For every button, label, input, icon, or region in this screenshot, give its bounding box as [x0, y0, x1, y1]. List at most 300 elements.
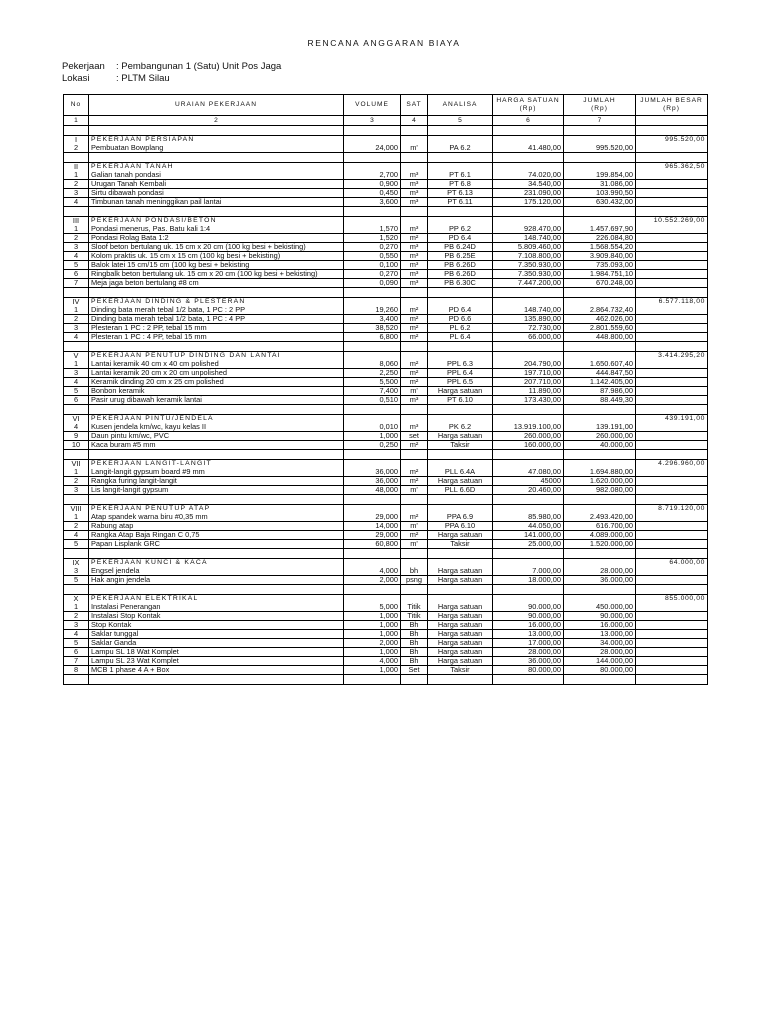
item-no: 3	[64, 243, 89, 252]
item-no: 5	[64, 576, 89, 585]
item-amount: 995.520,00	[564, 144, 636, 153]
item-amount: 450.000,00	[564, 603, 636, 612]
item-unit: Titik	[401, 612, 428, 621]
section-row	[64, 217, 708, 226]
item-description: Lis langit-langit gypsum	[89, 486, 344, 495]
empty-cell	[636, 486, 708, 495]
spacer-row	[64, 405, 708, 415]
empty-cell	[344, 288, 401, 298]
item-description: Kaca buram #5 mm	[89, 441, 344, 450]
item-analysis: PLL 6.4A	[428, 468, 493, 477]
item-amount: 144.000,00	[564, 657, 636, 666]
budget-table	[63, 94, 708, 685]
item-unit: m²	[401, 441, 428, 450]
empty-cell	[64, 126, 89, 136]
empty-cell	[64, 495, 89, 505]
item-unit-price: 34.540,00	[493, 180, 564, 189]
item-analysis: PPL 6.5	[428, 378, 493, 387]
item-unit-price: 44.050,00	[493, 522, 564, 531]
item-amount: 103.990,50	[564, 189, 636, 198]
item-description: Bonbon keramik	[89, 387, 344, 396]
empty-cell	[636, 378, 708, 387]
item-unit: m³	[401, 396, 428, 405]
empty-cell	[636, 477, 708, 486]
item-no: 7	[64, 279, 89, 288]
item-analysis: Harga satuan	[428, 621, 493, 630]
item-volume: 5,500	[344, 378, 401, 387]
item-unit-price: 7.350.930,00	[493, 270, 564, 279]
item-no: 4	[64, 198, 89, 207]
empty-cell	[636, 279, 708, 288]
table-row	[64, 378, 708, 387]
section-no: VII	[64, 460, 89, 469]
item-no: 7	[64, 657, 89, 666]
empty-cell	[344, 405, 401, 415]
table-row	[64, 576, 708, 585]
item-description: Lantai keramik 40 cm x 40 cm polished	[89, 360, 344, 369]
item-volume: 24,000	[344, 144, 401, 153]
col-jumlah-besar-unit: (Rp)	[663, 105, 680, 112]
item-analysis: PT 6.8	[428, 180, 493, 189]
item-unit-price: 204.790,00	[493, 360, 564, 369]
empty-cell	[636, 288, 708, 298]
section-total: 10.552.269,00	[636, 217, 708, 226]
empty-cell	[64, 585, 89, 595]
item-description: Urugan Tanah Kembali	[89, 180, 344, 189]
item-amount: 28.000,00	[564, 567, 636, 576]
item-unit: m²	[401, 513, 428, 522]
item-analysis: Harga satuan	[428, 576, 493, 585]
item-analysis: PB 6.25E	[428, 252, 493, 261]
table-row	[64, 369, 708, 378]
item-unit-price: 160.000,00	[493, 441, 564, 450]
empty-cell	[493, 207, 564, 217]
item-description: Rangka furing langit-langit	[89, 477, 344, 486]
empty-cell	[636, 621, 708, 630]
section-no: III	[64, 217, 89, 226]
empty-cell	[89, 450, 344, 460]
empty-cell	[493, 675, 564, 685]
item-volume: 1,000	[344, 666, 401, 675]
empty-cell	[493, 559, 564, 568]
empty-cell	[64, 342, 89, 352]
item-unit-price: 7.350.930,00	[493, 261, 564, 270]
empty-cell	[401, 298, 428, 307]
item-unit: m³	[401, 279, 428, 288]
table-row	[64, 270, 708, 279]
empty-cell	[428, 207, 493, 217]
item-amount: 1.984.751,10	[564, 270, 636, 279]
item-description: Keramik dinding 20 cm x 25 cm polished	[89, 378, 344, 387]
item-unit: m'	[401, 144, 428, 153]
section-name: PEKERJAAN PENUTUP DINDING DAN LANTAI	[89, 352, 344, 361]
table-row	[64, 486, 708, 495]
item-unit: m²	[401, 360, 428, 369]
section-no: VI	[64, 415, 89, 424]
item-unit-price: 45000	[493, 477, 564, 486]
table-row	[64, 261, 708, 270]
empty-cell	[344, 207, 401, 217]
empty-cell	[428, 136, 493, 145]
table-row	[64, 666, 708, 675]
table-row	[64, 180, 708, 189]
project-line	[62, 61, 281, 72]
item-unit: Bh	[401, 657, 428, 666]
section-no: II	[64, 163, 89, 172]
item-volume: 29,000	[344, 513, 401, 522]
spacer-row	[64, 585, 708, 595]
empty-cell	[564, 126, 636, 136]
item-analysis: PA 6.2	[428, 144, 493, 153]
empty-cell	[428, 549, 493, 559]
empty-cell	[636, 549, 708, 559]
item-description: Timbunan tanah meninggikan pail lantai	[89, 198, 344, 207]
item-amount: 90.000,00	[564, 612, 636, 621]
empty-cell	[428, 153, 493, 163]
item-unit-price: 135.890,00	[493, 315, 564, 324]
table-row	[64, 144, 708, 153]
empty-cell	[344, 675, 401, 685]
header-row	[64, 95, 708, 116]
empty-cell	[89, 549, 344, 559]
empty-cell	[636, 369, 708, 378]
item-volume: 4,000	[344, 567, 401, 576]
item-description: Ringbalk beton bertulang uk. 15 cm x 20 cm (100 kg besi + bekisting)	[89, 270, 344, 279]
table-row	[64, 657, 708, 666]
empty-cell	[428, 298, 493, 307]
item-no: 8	[64, 666, 89, 675]
item-volume: 36,000	[344, 477, 401, 486]
item-unit-price: 18.000,00	[493, 576, 564, 585]
empty-cell	[401, 415, 428, 424]
item-volume: 2,700	[344, 171, 401, 180]
empty-cell	[401, 495, 428, 505]
item-volume: 0,510	[344, 396, 401, 405]
item-unit-price: 41.480,00	[493, 144, 564, 153]
empty-cell	[89, 126, 344, 136]
item-unit: m³	[401, 252, 428, 261]
empty-cell	[428, 217, 493, 226]
empty-cell	[636, 387, 708, 396]
table-row	[64, 531, 708, 540]
table-row	[64, 234, 708, 243]
spacer-row	[64, 450, 708, 460]
item-no: 2	[64, 477, 89, 486]
col-jumlah-title: JUMLAH	[583, 97, 616, 104]
item-no: 3	[64, 621, 89, 630]
section-total: 3.414.295,20	[636, 352, 708, 361]
item-volume: 48,000	[344, 486, 401, 495]
item-unit-price: 231.090,00	[493, 189, 564, 198]
section-name: PEKERJAAN TANAH	[89, 163, 344, 172]
item-volume: 1,520	[344, 234, 401, 243]
item-analysis: PB 6.30C	[428, 279, 493, 288]
table-row	[64, 630, 708, 639]
empty-cell	[428, 460, 493, 469]
item-volume: 0,090	[344, 279, 401, 288]
item-unit-price: 74.020,00	[493, 171, 564, 180]
item-analysis: PB 6.24D	[428, 243, 493, 252]
col-analisa-header: ANALISA	[428, 95, 493, 116]
section-no: IV	[64, 298, 89, 307]
location-line	[62, 73, 170, 84]
table-row	[64, 603, 708, 612]
item-unit: m³	[401, 423, 428, 432]
item-unit: Titik	[401, 603, 428, 612]
item-unit: Bh	[401, 621, 428, 630]
empty-cell	[564, 549, 636, 559]
empty-cell	[564, 288, 636, 298]
item-amount: 2.864.732,40	[564, 306, 636, 315]
empty-cell	[401, 460, 428, 469]
item-volume: 14,000	[344, 522, 401, 531]
item-unit-price: 260.000,00	[493, 432, 564, 441]
spacer-row	[64, 288, 708, 298]
item-no: 5	[64, 387, 89, 396]
empty-cell	[564, 585, 636, 595]
item-description: MCB 1 phase 4 A + Box	[89, 666, 344, 675]
project-label: Pekerjaan	[62, 61, 105, 72]
item-analysis: Harga satuan	[428, 531, 493, 540]
item-unit: m'	[401, 486, 428, 495]
table-row	[64, 360, 708, 369]
item-unit: Bh	[401, 648, 428, 657]
empty-cell	[344, 460, 401, 469]
section-row	[64, 415, 708, 424]
item-analysis: PD 6.4	[428, 234, 493, 243]
item-unit: m'	[401, 540, 428, 549]
item-volume: 0,450	[344, 189, 401, 198]
item-unit: set	[401, 432, 428, 441]
empty-cell	[344, 342, 401, 352]
item-unit-price: 141.000,00	[493, 531, 564, 540]
table-row	[64, 540, 708, 549]
empty-cell	[636, 198, 708, 207]
section-row	[64, 136, 708, 145]
item-description: Galian tanah pondasi	[89, 171, 344, 180]
col-uraian-header: URAIAN PEKERJAAN	[89, 95, 344, 116]
empty-cell	[636, 522, 708, 531]
empty-cell	[428, 352, 493, 361]
item-no: 2	[64, 612, 89, 621]
item-volume: 1,000	[344, 648, 401, 657]
item-analysis: Harga satuan	[428, 639, 493, 648]
empty-cell	[636, 468, 708, 477]
empty-cell	[344, 298, 401, 307]
empty-cell	[401, 163, 428, 172]
empty-cell	[64, 207, 89, 217]
spacer-row	[64, 495, 708, 505]
item-analysis: PPA 6.10	[428, 522, 493, 531]
item-unit-price: 47.080,00	[493, 468, 564, 477]
item-volume: 1,000	[344, 432, 401, 441]
empty-cell	[428, 126, 493, 136]
item-unit: m²	[401, 468, 428, 477]
item-description: Pondasi menerus, Pas. Batu kali 1:4	[89, 225, 344, 234]
item-amount: 80.000,00	[564, 666, 636, 675]
section-name: PEKERJAAN PERSIAPAN	[89, 136, 344, 145]
item-unit-price: 148.740,00	[493, 306, 564, 315]
item-analysis: PT 6.10	[428, 396, 493, 405]
item-unit: m³	[401, 180, 428, 189]
item-unit-price: 5.809.460,00	[493, 243, 564, 252]
empty-cell	[636, 675, 708, 685]
empty-cell	[493, 450, 564, 460]
item-analysis: Harga satuan	[428, 612, 493, 621]
item-volume: 1,570	[344, 225, 401, 234]
spacer-row	[64, 153, 708, 163]
empty-cell	[493, 298, 564, 307]
empty-cell	[401, 595, 428, 604]
item-no: 6	[64, 270, 89, 279]
empty-cell	[636, 270, 708, 279]
section-name: PEKERJAAN PONDASI/BETON	[89, 217, 344, 226]
item-no: 3	[64, 369, 89, 378]
empty-cell	[64, 675, 89, 685]
item-description: Papan Lisplank GRC	[89, 540, 344, 549]
empty-cell	[636, 657, 708, 666]
item-description: Plesteran 1 PC : 2 PP, tebal 15 mm	[89, 324, 344, 333]
empty-cell	[564, 405, 636, 415]
empty-cell	[636, 540, 708, 549]
empty-cell	[344, 163, 401, 172]
empty-cell	[64, 549, 89, 559]
section-name: PEKERJAAN DINDING & PLESTERAN	[89, 298, 344, 307]
item-volume: 0,100	[344, 261, 401, 270]
item-volume: 7,400	[344, 387, 401, 396]
item-analysis: PB 6.26D	[428, 270, 493, 279]
item-unit: Bh	[401, 630, 428, 639]
item-unit-price: 72.730,00	[493, 324, 564, 333]
item-description: Stop Kontak	[89, 621, 344, 630]
empty-cell	[636, 207, 708, 217]
item-description: Sloof beton bertulang uk. 15 cm x 20 cm (100 kg besi + bekisting)	[89, 243, 344, 252]
table-row	[64, 387, 708, 396]
col-harga-title: HARGA SATUAN	[496, 97, 560, 104]
item-unit: bh	[401, 567, 428, 576]
empty-cell	[636, 252, 708, 261]
empty-cell	[428, 585, 493, 595]
section-total: 439.191,00	[636, 415, 708, 424]
spacer-row	[64, 342, 708, 352]
table-row	[64, 396, 708, 405]
table-row	[64, 189, 708, 198]
col-jumlah-header	[564, 95, 636, 116]
empty-cell	[344, 595, 401, 604]
item-analysis: Harga satuan	[428, 567, 493, 576]
item-description: Rangka Atap Baja Ringan C 0,75	[89, 531, 344, 540]
empty-cell	[564, 595, 636, 604]
item-no: 2	[64, 315, 89, 324]
item-amount: 31.086,00	[564, 180, 636, 189]
empty-cell	[344, 136, 401, 145]
empty-cell	[89, 675, 344, 685]
item-unit: m'	[401, 387, 428, 396]
section-total: 965.362,50	[636, 163, 708, 172]
item-analysis: Taksir	[428, 441, 493, 450]
col-jumlah-unit: (Rp)	[591, 105, 608, 112]
empty-cell	[344, 549, 401, 559]
item-amount: 462.026,00	[564, 315, 636, 324]
item-volume: 0,010	[344, 423, 401, 432]
table-row	[64, 324, 708, 333]
empty-cell	[493, 126, 564, 136]
section-name: PEKERJAAN LANGIT-LANGIT	[89, 460, 344, 469]
item-unit: m³	[401, 225, 428, 234]
item-analysis: Harga satuan	[428, 630, 493, 639]
item-volume: 2,250	[344, 369, 401, 378]
item-unit-price: 197.710,00	[493, 369, 564, 378]
location-label: Lokasi	[62, 73, 90, 84]
section-name: PEKERJAAN KUNCI & KACA	[89, 559, 344, 568]
empty-cell	[636, 315, 708, 324]
item-no: 3	[64, 567, 89, 576]
empty-cell	[636, 531, 708, 540]
section-total: 995.520,00	[636, 136, 708, 145]
section-name: PEKERJAAN PINTU/JENDELA	[89, 415, 344, 424]
item-unit-price: 7.447.200,00	[493, 279, 564, 288]
spacer-row	[64, 549, 708, 559]
item-description: Instalasi Stop Kontak	[89, 612, 344, 621]
empty-cell	[428, 415, 493, 424]
item-no: 2	[64, 234, 89, 243]
empty-cell	[428, 595, 493, 604]
section-total: 855.000,00	[636, 595, 708, 604]
item-no: 1	[64, 306, 89, 315]
empty-cell	[344, 153, 401, 163]
empty-cell	[428, 405, 493, 415]
item-no: 5	[64, 261, 89, 270]
item-unit-price: 13.919.100,00	[493, 423, 564, 432]
empty-cell	[89, 207, 344, 217]
item-analysis: Harga satuan	[428, 432, 493, 441]
empty-cell	[493, 549, 564, 559]
item-volume: 38,520	[344, 324, 401, 333]
empty-cell	[636, 333, 708, 342]
empty-cell	[636, 630, 708, 639]
empty-cell	[64, 405, 89, 415]
table-row	[64, 252, 708, 261]
empty-cell	[636, 189, 708, 198]
item-analysis: Harga satuan	[428, 477, 493, 486]
section-no: V	[64, 352, 89, 361]
empty-cell	[401, 153, 428, 163]
empty-cell	[344, 415, 401, 424]
empty-cell	[401, 342, 428, 352]
item-analysis: PPA 6.9	[428, 513, 493, 522]
item-amount: 1.520.000,00	[564, 540, 636, 549]
col-harga-header	[493, 95, 564, 116]
table-row	[64, 468, 708, 477]
item-volume: 0,250	[344, 441, 401, 450]
empty-cell	[401, 352, 428, 361]
item-amount: 1.620.000,00	[564, 477, 636, 486]
item-amount: 13.000,00	[564, 630, 636, 639]
empty-cell	[401, 450, 428, 460]
table-row	[64, 279, 708, 288]
item-no: 1	[64, 225, 89, 234]
item-no: 1	[64, 360, 89, 369]
empty-cell	[564, 298, 636, 307]
item-description: Rabung atap	[89, 522, 344, 531]
empty-cell	[636, 585, 708, 595]
empty-cell	[636, 225, 708, 234]
col-number: 2	[89, 116, 344, 126]
empty-cell	[493, 595, 564, 604]
empty-cell	[493, 217, 564, 226]
item-amount: 88.449,30	[564, 396, 636, 405]
col-number: 5	[428, 116, 493, 126]
